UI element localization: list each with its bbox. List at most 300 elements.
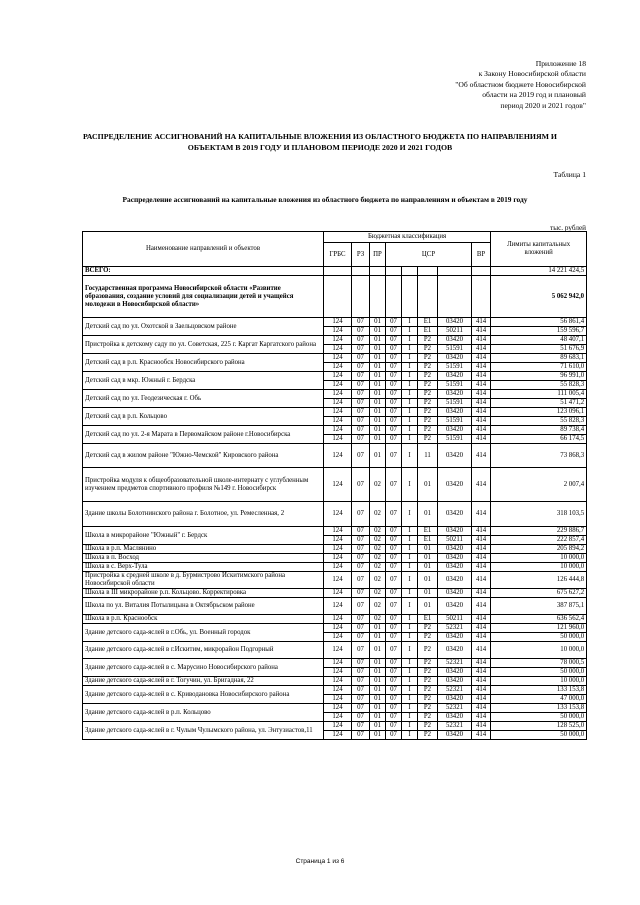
grbs-cell: 124 [324, 598, 352, 615]
limit-value-cell: 51 471,2 [491, 399, 587, 408]
limit-value-cell: 2 007,4 [491, 468, 587, 502]
csr-program-cell: 07 [386, 417, 402, 426]
csr-program-cell: 07 [386, 345, 402, 354]
pr-cell: 01 [370, 372, 386, 381]
csr-sub-cell: I [402, 381, 418, 390]
csr-code-cell: 03420 [438, 589, 472, 598]
vr-cell: 414 [472, 704, 491, 713]
grbs-cell: 124 [324, 327, 352, 336]
csr-program-cell: 07 [386, 677, 402, 686]
vr-cell: 414 [472, 417, 491, 426]
vr-cell: 414 [472, 731, 491, 740]
pr-cell: 01 [370, 417, 386, 426]
vr-cell: 414 [472, 372, 491, 381]
csr-code-cell: 03420 [438, 642, 472, 659]
object-name: Детский сад по ул. 2-я Марата в Первомайском районе г.Новосибирска [83, 426, 324, 444]
csr-program-cell: 07 [386, 363, 402, 372]
csr-sub-cell: I [402, 468, 418, 502]
csr-program-cell: 07 [386, 408, 402, 417]
annex-line: области на 2019 год и плановый [482, 90, 586, 100]
limit-value-cell: 55 828,3 [491, 381, 587, 390]
pr-cell: 01 [370, 426, 386, 435]
vr-cell: 414 [472, 444, 491, 468]
rz-cell: 07 [352, 615, 370, 624]
csr-project-cell: P2 [418, 624, 438, 633]
limit-value-cell: 128 525,0 [491, 722, 587, 731]
limit-value-cell: 73 868,3 [491, 444, 587, 468]
table-row [83, 659, 587, 668]
rz-cell: 07 [352, 408, 370, 417]
csr-project-cell: P2 [418, 642, 438, 659]
rz-cell: 07 [352, 444, 370, 468]
csr-project-cell: E1 [418, 615, 438, 624]
vr-cell: 414 [472, 589, 491, 598]
vr-cell: 414 [472, 554, 491, 563]
csr-code-cell: 03420 [438, 444, 472, 468]
object-name: Здание детского сада-яслей в г. Чулым Чулымского района, ул. Энтузиастов,11 [83, 722, 324, 740]
pr-cell: 01 [370, 722, 386, 731]
csr-sub-cell: I [402, 502, 418, 527]
csr-project-cell: P2 [418, 713, 438, 722]
csr-project-cell: P2 [418, 417, 438, 426]
table-number: Таблица 1 [553, 170, 586, 179]
annex-line: к Закону Новосибирской области [478, 69, 586, 79]
header-csr: ЦСР [386, 243, 472, 267]
limit-value-cell: 56 861,4 [491, 318, 587, 327]
csr-project-cell: P2 [418, 668, 438, 677]
csr-sub-cell: I [402, 668, 418, 677]
csr-sub-cell: I [402, 336, 418, 345]
table-row [83, 598, 587, 615]
pr-cell: 01 [370, 444, 386, 468]
vr-cell: 414 [472, 363, 491, 372]
rz-cell: 07 [352, 695, 370, 704]
limit-value-cell: 78 000,5 [491, 659, 587, 668]
annex-line: Приложение 18 [535, 59, 586, 68]
table-row [83, 589, 587, 598]
csr-sub-cell: I [402, 527, 418, 536]
vr-cell: 414 [472, 659, 491, 668]
header-classification: Бюджетная классификация [324, 232, 491, 243]
csr-program-cell: 07 [386, 659, 402, 668]
object-name: Здание школы Болотнинского района г. Болотное, ул. Ремесленная, 2 [83, 502, 324, 527]
limit-value-cell: 71 610,0 [491, 363, 587, 372]
csr-sub-cell: I [402, 327, 418, 336]
csr-project-cell: E1 [418, 327, 438, 336]
csr-sub-cell: I [402, 731, 418, 740]
table-row [83, 527, 587, 536]
table-row [83, 615, 587, 624]
csr-program-cell: 07 [386, 444, 402, 468]
grbs-cell: 124 [324, 336, 352, 345]
csr-project-cell: E1 [418, 318, 438, 327]
grbs-cell: 124 [324, 615, 352, 624]
csr-program-cell: 07 [386, 686, 402, 695]
csr-code-cell: 03420 [438, 502, 472, 527]
rz-cell: 07 [352, 563, 370, 572]
csr-code-cell: 03420 [438, 731, 472, 740]
csr-program-cell: 07 [386, 527, 402, 536]
vr-cell: 414 [472, 598, 491, 615]
vr-cell: 414 [472, 642, 491, 659]
rz-cell: 07 [352, 327, 370, 336]
table-row [83, 468, 587, 502]
csr-project-cell: P2 [418, 354, 438, 363]
table-row [83, 686, 587, 695]
csr-program-cell: 07 [386, 642, 402, 659]
table-row [83, 502, 587, 527]
csr-sub-cell: I [402, 563, 418, 572]
csr-code-cell: 51591 [438, 345, 472, 354]
table-row [83, 722, 587, 731]
pr-cell: 01 [370, 390, 386, 399]
grbs-cell: 124 [324, 554, 352, 563]
program-name: Государственная программа Новосибирской области «Развитие образования, создание условий для социализации детей и учащейся молодежи в Новосибирской области» [83, 276, 324, 318]
csr-sub-cell: I [402, 686, 418, 695]
pr-cell: 01 [370, 435, 386, 444]
csr-sub-cell: I [402, 390, 418, 399]
grbs-cell: 124 [324, 563, 352, 572]
program-value: 5 062 942,0 [491, 276, 587, 318]
pr-cell: 02 [370, 563, 386, 572]
grbs-cell: 124 [324, 572, 352, 589]
csr-project-cell: P2 [418, 363, 438, 372]
csr-project-cell: P2 [418, 372, 438, 381]
grbs-cell: 124 [324, 390, 352, 399]
object-name: Здание детского сада-яслей в с. Марусино Новосибирского района [83, 659, 324, 677]
csr-code-cell: 03420 [438, 372, 472, 381]
vr-cell: 414 [472, 572, 491, 589]
csr-code-cell: 03420 [438, 668, 472, 677]
csr-program-cell: 07 [386, 554, 402, 563]
pr-cell: 01 [370, 642, 386, 659]
csr-sub-cell: I [402, 435, 418, 444]
limit-value-cell: 50 000,0 [491, 731, 587, 740]
vr-cell: 414 [472, 468, 491, 502]
total-value: 14 221 424,5 [491, 267, 587, 276]
csr-code-cell: 03420 [438, 572, 472, 589]
limit-value-cell: 159 596,7 [491, 327, 587, 336]
csr-code-cell: 03420 [438, 527, 472, 536]
grbs-cell: 124 [324, 633, 352, 642]
pr-cell: 01 [370, 659, 386, 668]
grbs-cell: 124 [324, 372, 352, 381]
rz-cell: 07 [352, 354, 370, 363]
csr-program-cell: 07 [386, 468, 402, 502]
limit-value-cell: 123 096,1 [491, 408, 587, 417]
csr-program-cell: 07 [386, 668, 402, 677]
csr-project-cell: P2 [418, 381, 438, 390]
limit-value-cell: 205 894,2 [491, 545, 587, 554]
limit-value-cell: 89 683,1 [491, 354, 587, 363]
rz-cell: 07 [352, 545, 370, 554]
grbs-cell: 124 [324, 527, 352, 536]
csr-sub-cell: I [402, 554, 418, 563]
csr-project-cell: P2 [418, 408, 438, 417]
csr-program-cell: 07 [386, 589, 402, 598]
grbs-cell: 124 [324, 444, 352, 468]
limit-value-cell: 318 103,5 [491, 502, 587, 527]
rz-cell: 07 [352, 713, 370, 722]
header-limits: Лимиты капитальных вложений [491, 232, 587, 267]
csr-sub-cell: I [402, 695, 418, 704]
csr-code-cell: 51591 [438, 417, 472, 426]
table-row [83, 642, 587, 659]
limit-value-cell: 387 875,1 [491, 598, 587, 615]
csr-sub-cell: I [402, 624, 418, 633]
csr-sub-cell: I [402, 722, 418, 731]
csr-sub-cell: I [402, 417, 418, 426]
csr-project-cell: P2 [418, 426, 438, 435]
rz-cell: 07 [352, 668, 370, 677]
header-name: Наименование направлений и объектов [83, 232, 324, 267]
limit-value-cell: 50 000,0 [491, 633, 587, 642]
csr-code-cell: 03420 [438, 468, 472, 502]
table-row [83, 563, 587, 572]
rz-cell: 07 [352, 686, 370, 695]
csr-program-cell: 07 [386, 390, 402, 399]
pr-cell: 01 [370, 713, 386, 722]
table-row [83, 372, 587, 381]
csr-code-cell: 03420 [438, 633, 472, 642]
vr-cell: 414 [472, 426, 491, 435]
csr-program-cell: 07 [386, 327, 402, 336]
csr-sub-cell: I [402, 408, 418, 417]
csr-program-cell: 07 [386, 435, 402, 444]
csr-code-cell: 52321 [438, 686, 472, 695]
csr-program-cell: 07 [386, 731, 402, 740]
csr-sub-cell: I [402, 345, 418, 354]
object-name: Здание детского сада-яслей в с. Криводановка Новосибирского района [83, 686, 324, 704]
csr-sub-cell: I [402, 426, 418, 435]
object-name: Детский сад в р.п. Краснообск Новосибирского района [83, 354, 324, 372]
csr-sub-cell: I [402, 354, 418, 363]
rz-cell: 07 [352, 554, 370, 563]
grbs-cell: 124 [324, 354, 352, 363]
limit-value-cell: 675 627,2 [491, 589, 587, 598]
csr-project-cell: 01 [418, 502, 438, 527]
csr-sub-cell: I [402, 444, 418, 468]
vr-cell: 414 [472, 354, 491, 363]
pr-cell: 02 [370, 527, 386, 536]
grbs-cell: 124 [324, 468, 352, 502]
csr-program-cell: 07 [386, 381, 402, 390]
csr-code-cell: 50211 [438, 536, 472, 545]
csr-project-cell: P2 [418, 686, 438, 695]
vr-cell: 414 [472, 677, 491, 686]
csr-program-cell: 07 [386, 722, 402, 731]
page-footer: Страница 1 из 6 [295, 858, 345, 865]
grbs-cell: 124 [324, 589, 352, 598]
csr-code-cell: 51591 [438, 381, 472, 390]
csr-sub-cell: I [402, 536, 418, 545]
csr-project-cell: P2 [418, 399, 438, 408]
grbs-cell: 124 [324, 408, 352, 417]
csr-sub-cell: I [402, 704, 418, 713]
csr-sub-cell: I [402, 372, 418, 381]
grbs-cell: 124 [324, 426, 352, 435]
object-name: Детский сад в мкр. Южный г. Бердска [83, 372, 324, 390]
pr-cell: 01 [370, 408, 386, 417]
rz-cell: 07 [352, 372, 370, 381]
csr-code-cell: 51591 [438, 363, 472, 372]
rz-cell: 07 [352, 722, 370, 731]
limit-value-cell: 636 562,4 [491, 615, 587, 624]
grbs-cell: 124 [324, 722, 352, 731]
csr-code-cell: 03420 [438, 677, 472, 686]
vr-cell: 414 [472, 435, 491, 444]
limit-value-cell: 50 000,0 [491, 668, 587, 677]
csr-code-cell: 03420 [438, 354, 472, 363]
pr-cell: 01 [370, 399, 386, 408]
rz-cell: 07 [352, 624, 370, 633]
object-name: Здание детского сада-яслей в г.Обь, ул. Военный городок [83, 624, 324, 642]
object-name: Школа в п. Восход [83, 554, 324, 563]
csr-code-cell: 03420 [438, 554, 472, 563]
table-row [83, 390, 587, 399]
limit-value-cell: 55 828,3 [491, 417, 587, 426]
rz-cell: 07 [352, 363, 370, 372]
csr-sub-cell: I [402, 713, 418, 722]
pr-cell: 01 [370, 704, 386, 713]
csr-sub-cell: I [402, 677, 418, 686]
pr-cell: 01 [370, 695, 386, 704]
csr-project-cell: P2 [418, 722, 438, 731]
pr-cell: 01 [370, 624, 386, 633]
grbs-cell: 124 [324, 502, 352, 527]
limit-value-cell: 133 153,8 [491, 686, 587, 695]
vr-cell: 414 [472, 327, 491, 336]
grbs-cell: 124 [324, 417, 352, 426]
csr-code-cell: 03420 [438, 426, 472, 435]
rz-cell: 07 [352, 589, 370, 598]
limit-value-cell: 66 174,5 [491, 435, 587, 444]
annex-line: период 2020 и 2021 годов" [500, 100, 586, 110]
object-name: Школа в р.п. Маслянино [83, 545, 324, 554]
vr-cell: 414 [472, 686, 491, 695]
csr-sub-cell: I [402, 363, 418, 372]
csr-code-cell: 51591 [438, 435, 472, 444]
object-name: Детский сад по ул. Охотской в Заельцовском районе [83, 318, 324, 336]
csr-code-cell: 51591 [438, 399, 472, 408]
rz-cell: 07 [352, 642, 370, 659]
header-pr: ПР [370, 243, 386, 267]
csr-project-cell: P2 [418, 695, 438, 704]
limit-value-cell: 229 886,7 [491, 527, 587, 536]
rz-cell: 07 [352, 704, 370, 713]
rz-cell: 07 [352, 598, 370, 615]
object-name: Здание детского сада-яслей в р.п. Кольцово [83, 704, 324, 722]
limit-value-cell: 121 960,0 [491, 624, 587, 633]
pr-cell: 01 [370, 633, 386, 642]
csr-project-cell: P2 [418, 704, 438, 713]
grbs-cell: 124 [324, 345, 352, 354]
csr-code-cell: 03420 [438, 563, 472, 572]
grbs-cell: 124 [324, 677, 352, 686]
csr-project-cell: P2 [418, 659, 438, 668]
csr-code-cell: 03420 [438, 318, 472, 327]
annex-block [386, 59, 586, 111]
table-row [83, 624, 587, 633]
csr-code-cell: 03420 [438, 390, 472, 399]
csr-program-cell: 07 [386, 704, 402, 713]
vr-cell: 414 [472, 545, 491, 554]
object-name: Школа в микрорайоне "Южный" г. Бердск [83, 527, 324, 545]
grbs-cell: 124 [324, 399, 352, 408]
table-row [83, 354, 587, 363]
grbs-cell: 124 [324, 363, 352, 372]
rz-cell: 07 [352, 381, 370, 390]
csr-project-cell: 01 [418, 563, 438, 572]
csr-project-cell: P2 [418, 633, 438, 642]
pr-cell: 02 [370, 589, 386, 598]
rz-cell: 07 [352, 677, 370, 686]
csr-code-cell: 52321 [438, 704, 472, 713]
csr-sub-cell: I [402, 589, 418, 598]
csr-program-cell: 07 [386, 624, 402, 633]
pr-cell: 01 [370, 363, 386, 372]
header-vr: ВР [472, 243, 491, 267]
limit-value-cell: 47 000,0 [491, 695, 587, 704]
limit-value-cell: 48 407,1 [491, 336, 587, 345]
limit-value-cell: 10 000,0 [491, 554, 587, 563]
csr-program-cell: 07 [386, 502, 402, 527]
pr-cell: 01 [370, 354, 386, 363]
vr-cell: 414 [472, 408, 491, 417]
rz-cell: 07 [352, 426, 370, 435]
table-row [83, 408, 587, 417]
object-name: Здание детского сада-яслей в г. Тогучин, ул. Бригадная, 22 [83, 677, 324, 686]
grbs-cell: 124 [324, 435, 352, 444]
rz-cell: 07 [352, 435, 370, 444]
vr-cell: 414 [472, 695, 491, 704]
grbs-cell: 124 [324, 381, 352, 390]
vr-cell: 414 [472, 502, 491, 527]
csr-program-cell: 07 [386, 354, 402, 363]
csr-sub-cell: I [402, 572, 418, 589]
total-label: ВСЕГО: [83, 267, 324, 276]
table-subtitle: Распределение ассигнований на капитальные вложения из областного бюджета по направлениям и объектам в 2019 году [122, 195, 528, 204]
vr-cell: 414 [472, 722, 491, 731]
pr-cell: 02 [370, 536, 386, 545]
csr-program-cell: 07 [386, 426, 402, 435]
csr-project-cell: E1 [418, 527, 438, 536]
grbs-cell: 124 [324, 713, 352, 722]
pr-cell: 01 [370, 677, 386, 686]
rz-cell: 07 [352, 345, 370, 354]
document-title: РАСПРЕДЕЛЕНИЕ АССИГНОВАНИЙ НА КАПИТАЛЬНЫЕ ВЛОЖЕНИЯ ИЗ ОБЛАСТНОГО БЮДЖЕТА ПО НАПРАВЛЕНИЯМ И ОБЪЕКТАМ В 2019 ГОДУ И ПЛАНОВОМ ПЕРИОДЕ 2020 И 2021 ГОДОВ [83, 132, 557, 152]
csr-project-cell: 01 [418, 468, 438, 502]
csr-sub-cell: I [402, 399, 418, 408]
table-row [83, 318, 587, 327]
csr-project-cell: 01 [418, 589, 438, 598]
vr-cell: 414 [472, 345, 491, 354]
rz-cell: 07 [352, 399, 370, 408]
vr-cell: 414 [472, 336, 491, 345]
csr-program-cell: 07 [386, 318, 402, 327]
object-name: Здание детского сада-яслей в г.Искитим, микрорайон Подгорный [83, 642, 324, 659]
object-name: Пристройка модуля к общеобразовательной школе-интернату с углубленным изучением предметов спортивного профиля №149 г. Новосибирск [83, 468, 324, 502]
pr-cell: 02 [370, 554, 386, 563]
table-row [83, 572, 587, 589]
csr-program-cell: 07 [386, 572, 402, 589]
csr-program-cell: 07 [386, 713, 402, 722]
csr-project-cell: P2 [418, 345, 438, 354]
csr-sub-cell: I [402, 615, 418, 624]
object-name: Детский сад в р.п. Кольцово [83, 408, 324, 426]
pr-cell: 01 [370, 668, 386, 677]
vr-cell: 414 [472, 633, 491, 642]
